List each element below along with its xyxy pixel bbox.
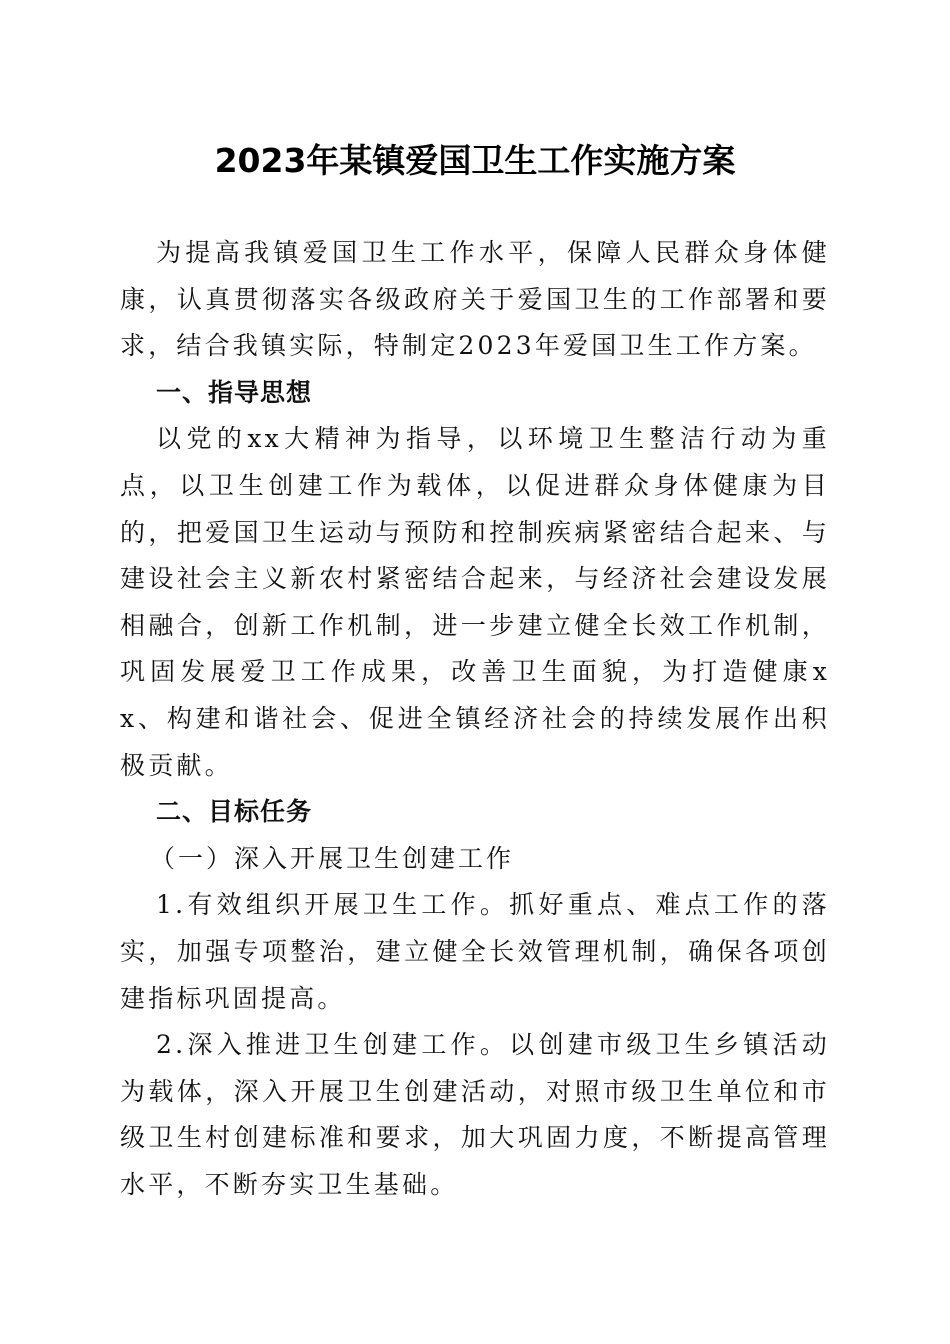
section-heading-goals-tasks: 二、目标任务: [156, 797, 313, 827]
document-body: [120, 230, 830, 1208]
intro-paragraph: 为提高我镇爱国卫生工作水平，保障人民群众身体健康，认真贯彻落实各级政府关于爱国卫生的工作部署和要求，结合我镇实际，特制定2023年爱国卫生工作方案。: [120, 238, 830, 361]
document-title: 2023年某镇爱国卫生工作实施方案: [214, 141, 736, 180]
section-heading-guiding-ideology: 一、指导思想: [156, 377, 313, 407]
subsection-heading-health-creation: （一）深入开展卫生创建工作: [150, 843, 515, 873]
list-item-1: 1.有效组织开展卫生工作。抓好重点、难点工作的落实，加强专项整治，建立健全长效管理机制，确保各项创建指标巩固提高。: [120, 890, 830, 1013]
guiding-ideology-paragraph: 以党的xx大精神为指导，以环境卫生整洁行动为重点，以卫生创建工作为载体，以促进群众身体健康为目的，把爱国卫生运动与预防和控制疾病紧密结合起来、与建设社会主义新农村紧密结合起来，与经济社会建设发展相融合，创新工作机制，进一步建立健全长效工作机制，巩固发展爱卫工作成果，改善卫生面貌，为打造健康xx、构建和谐社会、促进全镇经济社会的持续发展作出积极贡献。: [120, 424, 830, 780]
list-item-2: 2.深入推进卫生创建工作。以创建市级卫生乡镇活动为载体，深入开展卫生创建活动，对照市级卫生单位和市级卫生村创建标准和要求，加大巩固力度，不断提高管理水平，不断夯实卫生基础。: [120, 1030, 830, 1199]
